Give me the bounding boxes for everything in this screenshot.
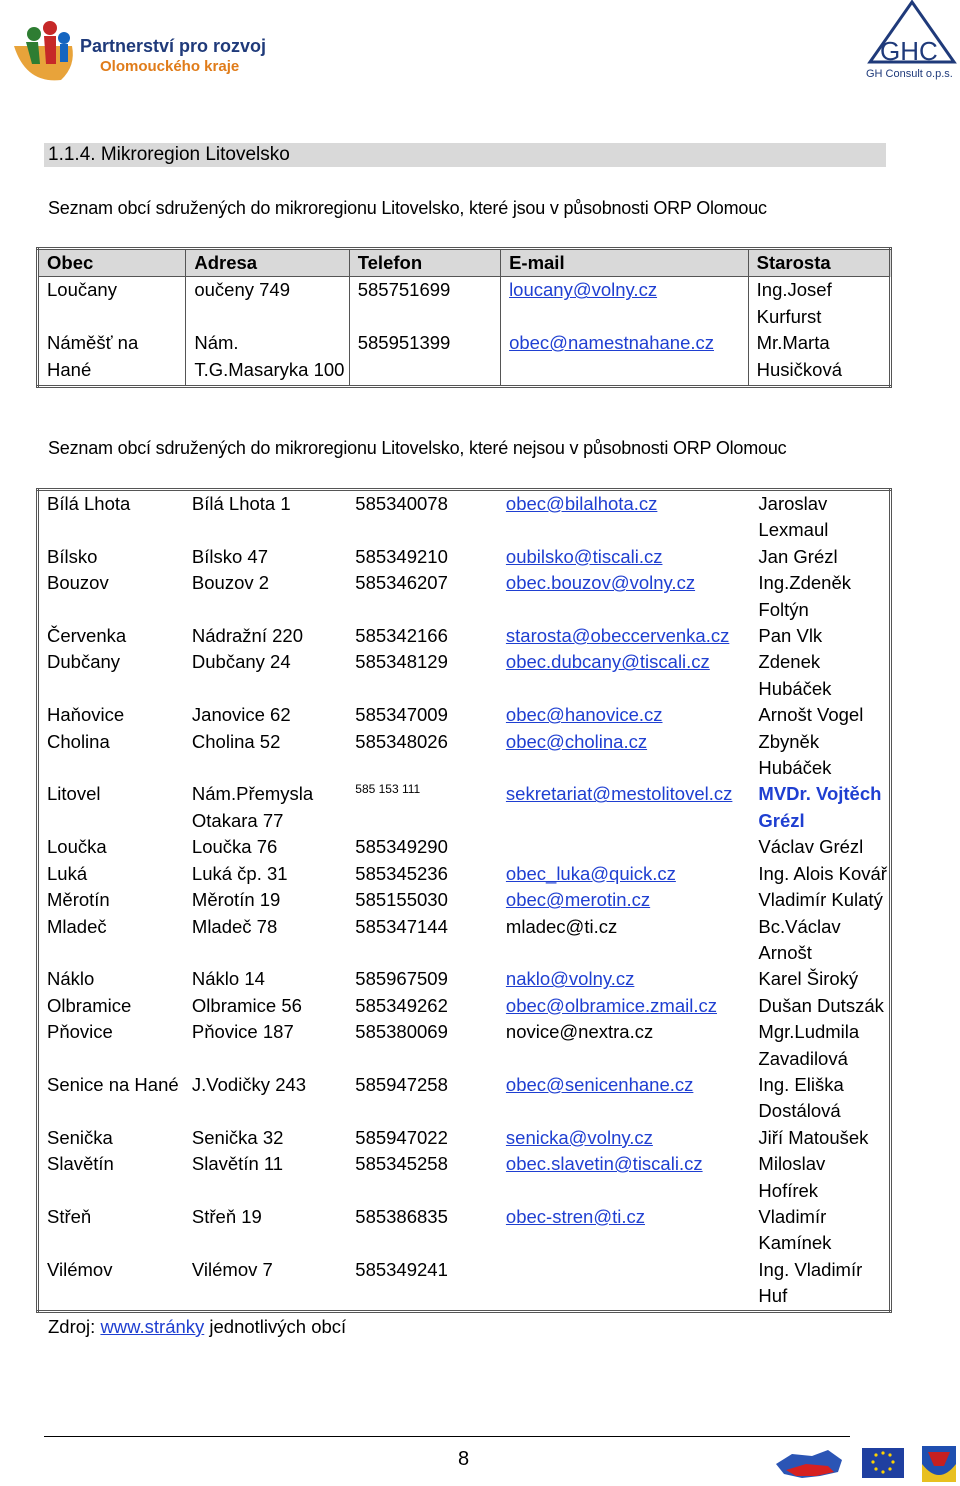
cell-telefon: 585346207 [355,572,448,594]
cell-obec: Červenka [47,625,127,647]
email-link[interactable]: obec.dubcany@tiscali.cz [505,651,710,673]
cell-adresa: Senička 32 [191,1126,284,1148]
email-link[interactable]: obec.bouzov@volny.cz [505,572,696,594]
table-out-orp [36,488,892,1313]
cell-telefon: 585751699 [349,277,500,330]
section-title: 1.1.4. Mikroregion Litovelsko [44,143,886,167]
cell-obec: Dubčany [47,651,121,673]
cell-telefon: 585340078 [355,493,448,514]
header-obec: Obec [38,249,186,277]
table-row [38,702,891,728]
cell-starosta: Ing.Josef Kurfurst [748,277,890,330]
table-row [38,649,891,702]
cell-starosta: Ing. Vladimír Huf [758,1258,863,1307]
cell-adresa: Nádražní 220 [191,625,303,647]
cell-telefon: 585345258 [355,1153,448,1175]
cell-starosta: Zbyněk Hubáček [758,730,832,779]
cell-email [498,861,751,887]
cell-obec: Cholina [47,730,110,752]
source-note [48,1316,346,1338]
eu-flag-icon [862,1448,904,1478]
cell-obec: Olbramice [47,994,132,1016]
cell-obec: Náklo [47,968,95,990]
cell-telefon: 585155030 [355,889,448,911]
table-row [38,330,891,386]
cell-adresa: Nám. T.G.Masaryka 100 [186,330,349,386]
cell-starosta: MVDr. Vojtěch Grézl [758,783,882,831]
cell-obec: Slavětín [47,1153,114,1175]
table-row [38,887,891,913]
caption-out-orp: Seznam obcí sdružených do mikroregionu Litovelsko, které nejsou v působnosti ORP Olomouc [48,438,787,458]
cell-adresa: Mladeč 78 [191,915,278,937]
cell-adresa: Bílá Lhota 1 [191,493,291,514]
cell-obec: Bílá Lhota [47,493,131,514]
cell-email: mladec@ti.cz [505,915,618,937]
cell-email [498,781,751,834]
cell-obec: Bouzov [47,572,109,594]
logo-subtitle: Olomouckého kraje [100,58,240,75]
cell-email [498,702,751,728]
cell-email [498,1125,751,1151]
table-row [38,781,891,834]
cell-email [498,490,751,544]
table-row [38,834,891,860]
email-link[interactable]: obec.slavetin@tiscali.cz [505,1153,703,1175]
page-number: 8 [458,1448,470,1470]
email-link[interactable]: naklo@volny.cz [505,968,635,990]
cell-telefon: 585951399 [349,330,500,386]
table-row [38,993,891,1019]
table-row [38,914,891,967]
cell-adresa: Měrotín 19 [191,889,281,911]
cell-adresa: Nám.Přemysla Otakara 77 [191,783,314,831]
cell-email [498,570,751,623]
table-row [38,1204,891,1257]
cell-telefon: 585349210 [355,545,448,567]
cell-adresa: Cholina 52 [191,730,281,752]
cell-starosta: Václav Grézl [758,836,864,858]
cell-email [498,544,751,570]
email-link[interactable]: obec@cholina.cz [505,730,648,752]
cell-starosta: Jiří Matoušek [758,1126,869,1148]
cell-email [498,729,751,782]
cell-starosta: Arnošt Vogel [758,704,864,726]
table-row [38,729,891,782]
cell-telefon: 585348026 [355,730,448,752]
cell-telefon: 585349241 [355,1258,448,1280]
cell-obec: Náměšť na Hané [38,330,186,386]
cell-obec: Vilémov [47,1258,113,1280]
cell-starosta: Ing. Eliška Dostálová [758,1073,844,1122]
cell-obec: Luká [47,862,88,884]
cell-email [498,966,751,992]
table-row [38,544,891,570]
cell-adresa: Pňovice 187 [191,1021,294,1043]
table-row [38,490,891,544]
source-suffix: jednotlivých obcí [209,1316,347,1337]
cell-adresa: J.Vodičky 243 [191,1073,307,1095]
cell-adresa: Slavětín 11 [191,1153,284,1175]
table-header-row [38,249,891,277]
cell-telefon: 585967509 [355,968,448,990]
cell-email [498,887,751,913]
cell-obec: Litovel [47,783,101,805]
source-prefix: Zdroj: [48,1316,96,1337]
email-link[interactable]: obec@namestnahane.cz [509,332,714,354]
cell-starosta: Karel Široký [758,968,859,990]
cell-email [498,834,751,860]
cell-email [498,1204,751,1257]
header-telefon: Telefon [349,249,500,277]
cell-email [498,993,751,1019]
cell-adresa: Loučka 76 [191,836,278,858]
cell-starosta: Jan Grézl [758,545,838,567]
cell-adresa: oučeny 749 [186,277,349,330]
cell-email [498,649,751,702]
cell-obec: Pňovice [47,1021,113,1043]
cell-telefon: 585347144 [355,915,448,937]
cell-email [498,1257,751,1311]
cell-obec: Mladeč [47,915,107,937]
czech-map-icon [776,1450,842,1478]
cell-email: novice@nextra.cz [505,1021,654,1043]
cell-telefon: 585342166 [355,625,448,647]
cell-obec: Senice na Hané [47,1073,179,1095]
email-link[interactable]: obec-stren@ti.cz [505,1205,645,1227]
table-row [38,861,891,887]
email-link[interactable]: starosta@obeccervenka.cz [505,625,730,647]
email-link[interactable]: oubilsko@tiscali.cz [505,545,663,567]
cell-adresa: Bílsko 47 [191,545,269,567]
cell-adresa: Vilémov 7 [191,1258,273,1280]
email-link[interactable]: sekretariat@mestolitovel.cz [505,783,733,805]
table-in-orp [36,247,892,388]
cell-adresa: Luká čp. 31 [191,862,288,884]
table-row [38,623,891,649]
cell-telefon: 585 153 111 [355,782,421,797]
cell-obec: Loučany [38,277,186,330]
table-row [38,1125,891,1151]
table-row [38,1257,891,1311]
footer-divider [44,1436,850,1437]
cell-adresa: Dubčany 24 [191,651,291,673]
email-link[interactable]: senicka@volny.cz [505,1126,653,1148]
cell-telefon: 585347009 [355,704,448,726]
email-link[interactable]: obec@merotin.cz [505,889,651,911]
email-link[interactable]: obec_luka@quick.cz [505,862,676,884]
cell-telefon: 585386835 [355,1205,448,1227]
cell-starosta: Ing.Zdeněk Foltýn [758,572,851,620]
cell-adresa: Janovice 62 [191,704,291,726]
cell-obec: Haňovice [47,704,125,726]
cell-starosta: Vladimír Kamínek [758,1205,832,1254]
table-row [38,570,891,623]
email-link[interactable]: obec@bilalhota.cz [505,493,658,514]
cell-obec: Senička [47,1126,113,1148]
cell-starosta: Mr.Marta Husičková [748,330,890,386]
table-row [38,277,891,330]
header-starosta: Starosta [748,249,890,277]
cell-starosta: Ing. Alois Kovář [758,862,887,884]
cell-adresa: Střeň 19 [191,1205,262,1227]
cell-starosta: Miloslav Hofírek [758,1153,826,1201]
cell-starosta: Bc.Václav Arnošt [758,915,841,963]
ghc-logo-text: GHC [880,36,938,66]
cell-email [498,1151,751,1204]
cell-starosta: Vladimír Kulatý [758,889,883,911]
cell-obec: Loučka [47,836,107,858]
cell-adresa: Bouzov 2 [191,572,270,594]
footer-logos [772,1442,960,1486]
cell-telefon: 585947258 [355,1073,448,1095]
table-row [38,966,891,992]
table-row [38,1019,891,1072]
olomoucky-kraj-emblem-icon [922,1446,956,1482]
cell-starosta: Dušan Dutszák [758,994,884,1016]
cell-email [498,1072,751,1125]
cell-telefon: 585349262 [355,994,448,1016]
cell-telefon: 585947022 [355,1126,448,1148]
cell-starosta: Zdenek Hubáček [758,651,832,699]
cell-obec: Bílsko [47,545,98,567]
email-link[interactable]: obec@hanovice.cz [505,704,663,726]
cell-starosta: Mgr.Ludmila Zavadilová [758,1021,860,1069]
header-email: E-mail [501,249,749,277]
cell-email [498,623,751,649]
email-link[interactable]: obec@senicenhane.cz [505,1073,694,1095]
email-link[interactable]: loucany@volny.cz [509,279,658,301]
cell-adresa: Olbramice 56 [191,994,302,1016]
header-adresa: Adresa [186,249,349,277]
source-link[interactable]: www.stránky [100,1316,205,1337]
email-link[interactable]: obec@olbramice.zmail.cz [505,994,717,1016]
cell-obec: Měrotín [47,889,110,911]
cell-telefon: 585348129 [355,651,448,673]
table-row [38,1151,891,1204]
ghc-logo-subtitle: GH Consult o.p.s. [866,68,953,80]
logo-title: Partnerství pro rozvoj [80,36,267,56]
cell-adresa: Náklo 14 [191,968,265,990]
cell-telefon: 585349290 [355,836,448,858]
cell-telefon: 585380069 [355,1021,448,1043]
table-row [38,1072,891,1125]
cell-starosta: Jaroslav Lexmaul [758,493,829,541]
caption-in-orp: Seznam obcí sdružených do mikroregionu Litovelsko, které jsou v působnosti ORP Olomouc [48,198,767,218]
cell-telefon: 585345236 [355,862,448,884]
cell-starosta: Pan Vlk [758,625,823,647]
cell-obec: Střeň [47,1205,92,1227]
